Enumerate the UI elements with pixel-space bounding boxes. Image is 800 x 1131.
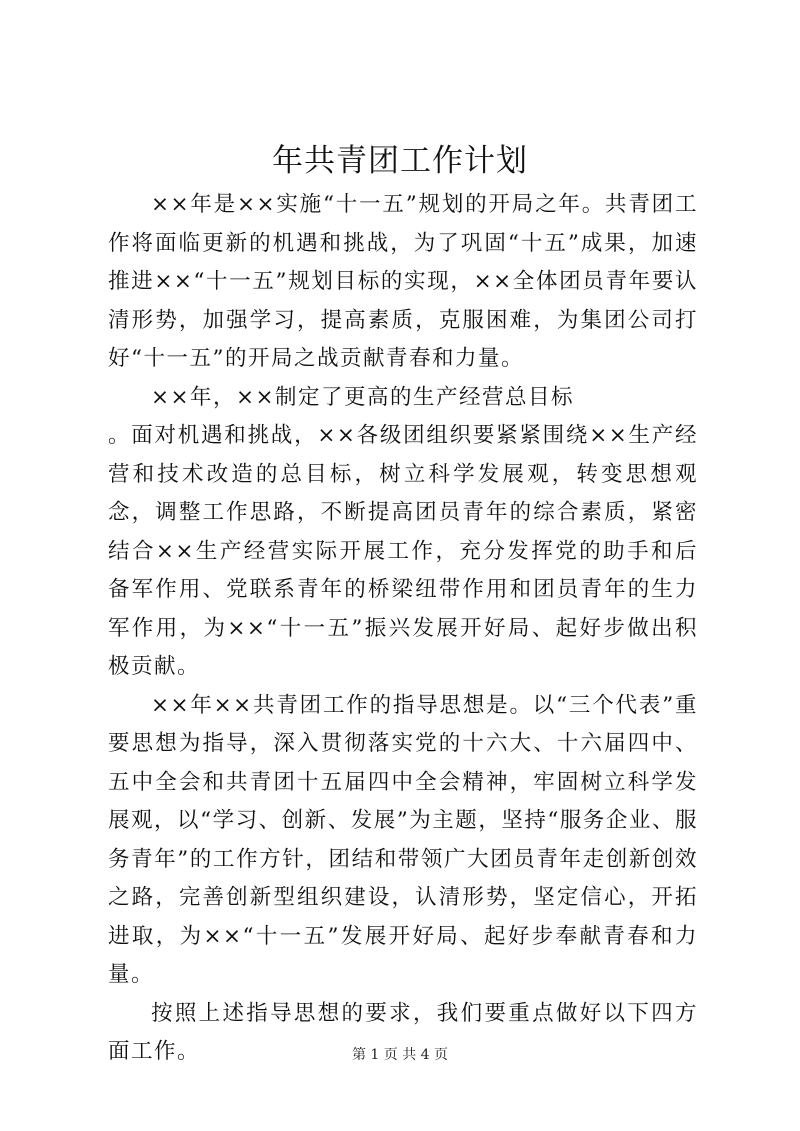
page-footer: 第 1 页 共 4 页 (351, 1047, 449, 1063)
paragraph-guiding-thought: ××年××共青团工作的指导思想是。以“三个代表”重要思想为指导，深入贯彻落实党的十六大、十六届四中、五中全会和共青团十五届四中全会精神，牢固树立科学发展观，以“学习、创新、发展”为主题，坚持“服务企业、服务青年”的工作方针，团结和带领广大团员青年走创新创效之路，完善创新型组织建设，认清形势，坚定信心，开拓进取，为××“十一五”发展开好局、起好步奉献青春和力量。 (108, 692, 698, 987)
paragraph-goal: ××年，××制定了更高的生产经营总目标 (151, 384, 575, 410)
paragraph-requirements: 按照上述指导思想的要求，我们要重点做好以下四方面工作。 (108, 1000, 698, 1064)
paragraph-intro: ××年是××实施“十一五”规划的开局之年。共青团工作将面临更新的机遇和挑战，为了巩固“十五”成果，加速推进××“十一五”规划目标的实现，××全体团员青年要认清形势，加强学习，提高素质，克服困难，为集团公司打好“十一五”的开局之战贡献青春和力量。 (108, 192, 698, 371)
paragraph-challenges: 。面对机遇和挑战，××各级团组织要紧紧围绕××生产经营和技术改造的总目标，树立科学发展观，转变思想观念，调整工作思路，不断提高团员青年的综合素质，紧密结合××生产经营实际开展工作，充分发挥党的助手和后备军作用、党联系青年的桥梁纽带作用和团员青年的生力军作用，为××“十一五”振兴发展开好局、起好步做出积极贡献。 (108, 423, 698, 679)
document-title: 年共青团工作计划 (272, 143, 528, 179)
document-body (108, 186, 698, 1072)
